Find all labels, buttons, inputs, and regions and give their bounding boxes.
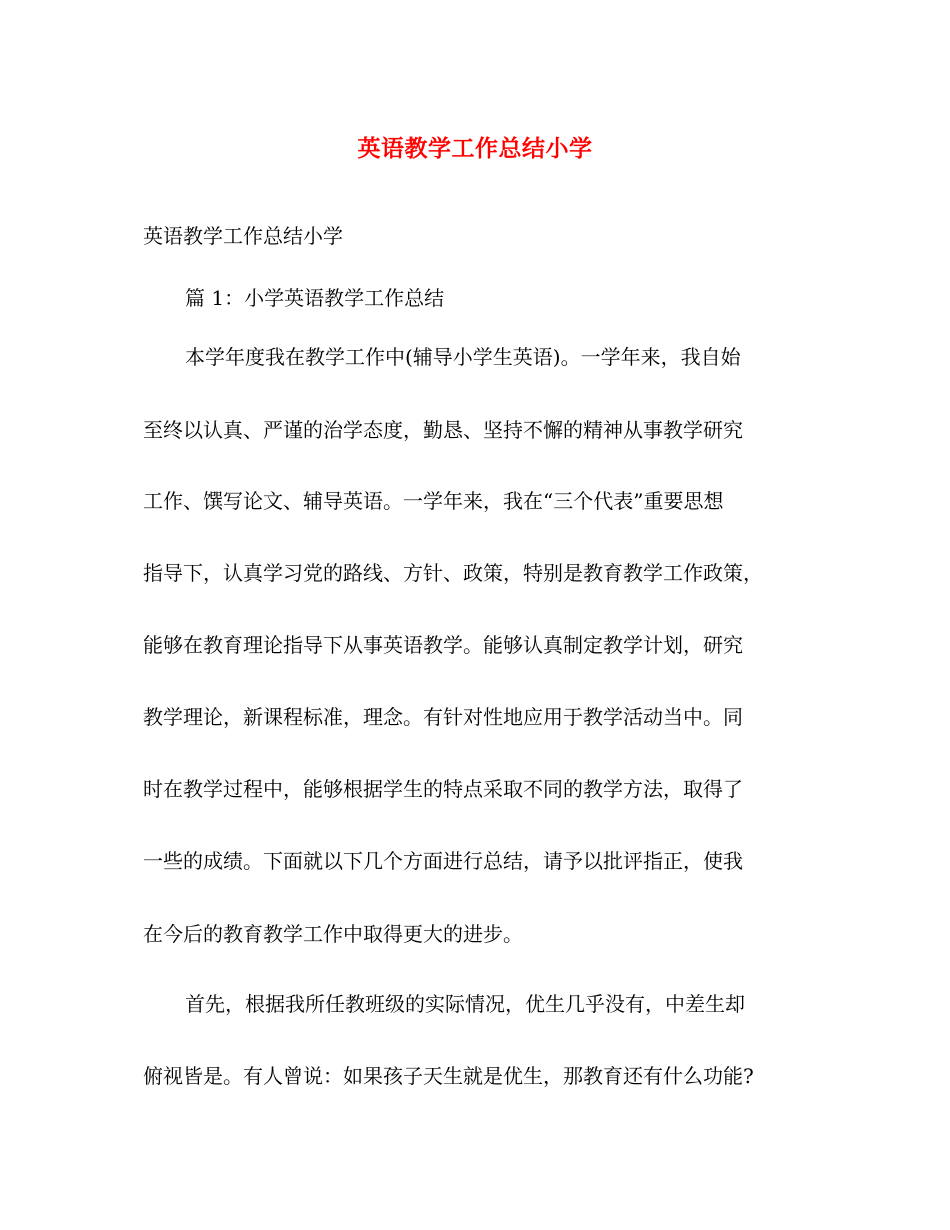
paragraph-2-line-2: 俯视皆是。有人曾说：如果孩子天生就是优生，那教育还有什么功能?	[143, 1064, 754, 1088]
paragraph-1-line-1: 本学年度我在教学工作中(辅导小学生英语)。一学年来，我自始	[185, 345, 741, 369]
document-title: 英语教学工作总结小学	[357, 135, 593, 162]
document-subtitle: 英语教学工作总结小学	[143, 224, 343, 248]
paragraph-1-line-2: 至终以认真、严谨的治学态度，勤恳、坚持不懈的精神从事教学研究	[143, 418, 743, 442]
paragraph-2-line-1: 首先，根据我所任教班级的实际情况，优生几乎没有，中差生却	[185, 992, 745, 1016]
paragraph-1-line-3: 工作、馔写论文、辅导英语。一学年来，我在“三个代表”重要思想	[143, 489, 724, 513]
paragraph-1-line-9: 在今后的教育教学工作中取得更大的进步。	[143, 922, 523, 946]
paragraph-1-line-8: 一些的成绩。下面就以下几个方面进行总结，请予以批评指正，使我	[143, 849, 743, 873]
paragraph-1-line-5: 能够在教育理论指导下从事英语教学。能够认真制定教学计划，研究	[143, 633, 743, 657]
paragraph-1-line-7: 时在教学过程中，能够根据学生的特点采取不同的教学方法，取得了	[143, 777, 743, 801]
section-heading: 篇 1：小学英语教学工作总结	[185, 286, 445, 310]
paragraph-1-line-4: 指导下，认真学习党的路线、方针、政策，特别是教育教学工作政策，	[143, 561, 763, 585]
paragraph-1-line-6: 教学理论，新课程标准，理念。有针对性地应用于教学活动当中。同	[143, 705, 743, 729]
